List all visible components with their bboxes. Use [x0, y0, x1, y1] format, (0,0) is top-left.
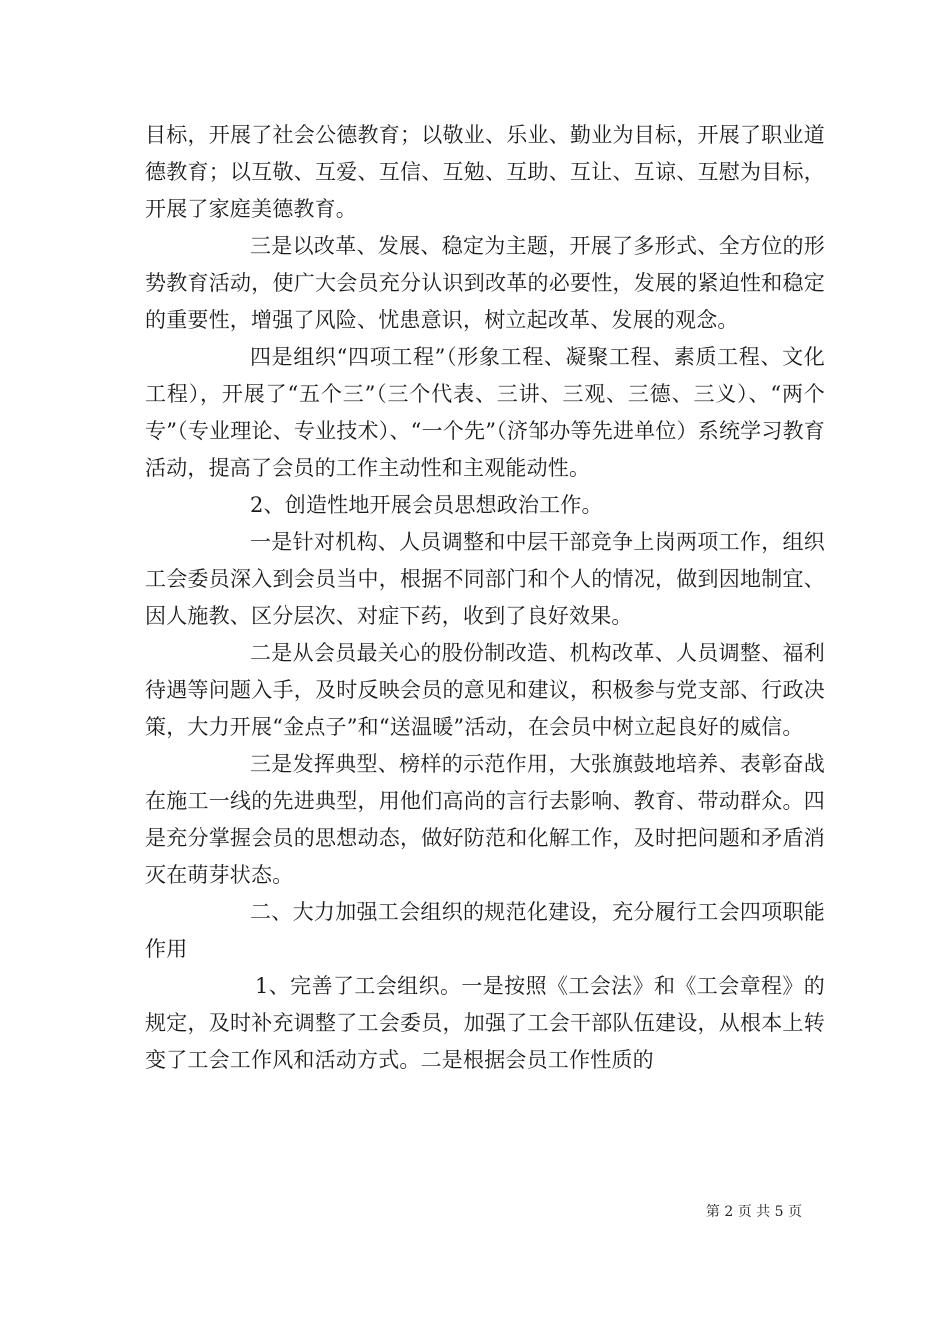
- paragraph-point-two: 二是从会员最关心的股份制改造、机构改革、人员调整、福利待遇等问题入手，及时反映会员的意见和建议，积极参与党支部、行政决策，大力开展“金点子”和“送温暖”活动，在会员中树立起良好的威信。: [145, 641, 825, 739]
- paragraph-continuation: 目标，开展了社会公德教育；以敬业、乐业、勤业为目标，开展了职业道德教育；以互敬、互爱、互信、互勉、互助、互让、互谅、互慰为目标，开展了家庭美德教育。: [145, 123, 825, 221]
- section-heading-standardization: 二、大力加强工会组织的规范化建设，充分履行工会四项职能作用: [145, 900, 825, 961]
- paragraph-improve-organization: 1、完善了工会组织。一是按照《工会法》和《工会章程》的规定，及时补充调整了工会委员，加强了工会干部队伍建设，从根本上转变了工会工作风和活动方式。二是根据会员工作性质的: [145, 974, 825, 1072]
- page-number: 第 2 页 共 5 页: [705, 1204, 802, 1220]
- paragraph-point-one: 一是针对机构、人员调整和中层干部竞争上岗两项工作，组织工会委员深入到会员当中，根据不同部门和个人的情况，做到因地制宜、因人施教、区分层次、对症下药，收到了良好效果。: [145, 530, 825, 628]
- document-body: [145, 117, 825, 1079]
- section-heading-ideological-work: 2、创造性地开展会员思想政治工作。: [250, 493, 603, 517]
- paragraph-situation-education: 三是以改革、发展、稳定为主题，开展了多形式、全方位的形势教育活动，使广大会员充分认识到改革的必要性，发展的紧迫性和稳定的重要性，增强了风险、忧患意识，树立起改革、发展的观念。: [145, 234, 825, 332]
- paragraph-point-three-four: 三是发挥典型、榜样的示范作用，大张旗鼓地培养、表彰奋战在施工一线的先进典型，用他们高尚的言行去影响、教育、带动群众。四是充分掌握会员的思想动态，做好防范和化解工作，及时把问题和矛盾消灭在萌芽状态。: [145, 752, 825, 887]
- paragraph-four-projects: 四是组织“四项工程”（形象工程、凝聚工程、素质工程、文化工程），开展了“五个三”（三个代表、三讲、三观、三德、三义）、“两个专”（专业理论、专业技术）、“一个先”（济邹办等先进单位）系统学习教育活动，提高了会员的工作主动性和主观能动性。: [145, 345, 825, 480]
